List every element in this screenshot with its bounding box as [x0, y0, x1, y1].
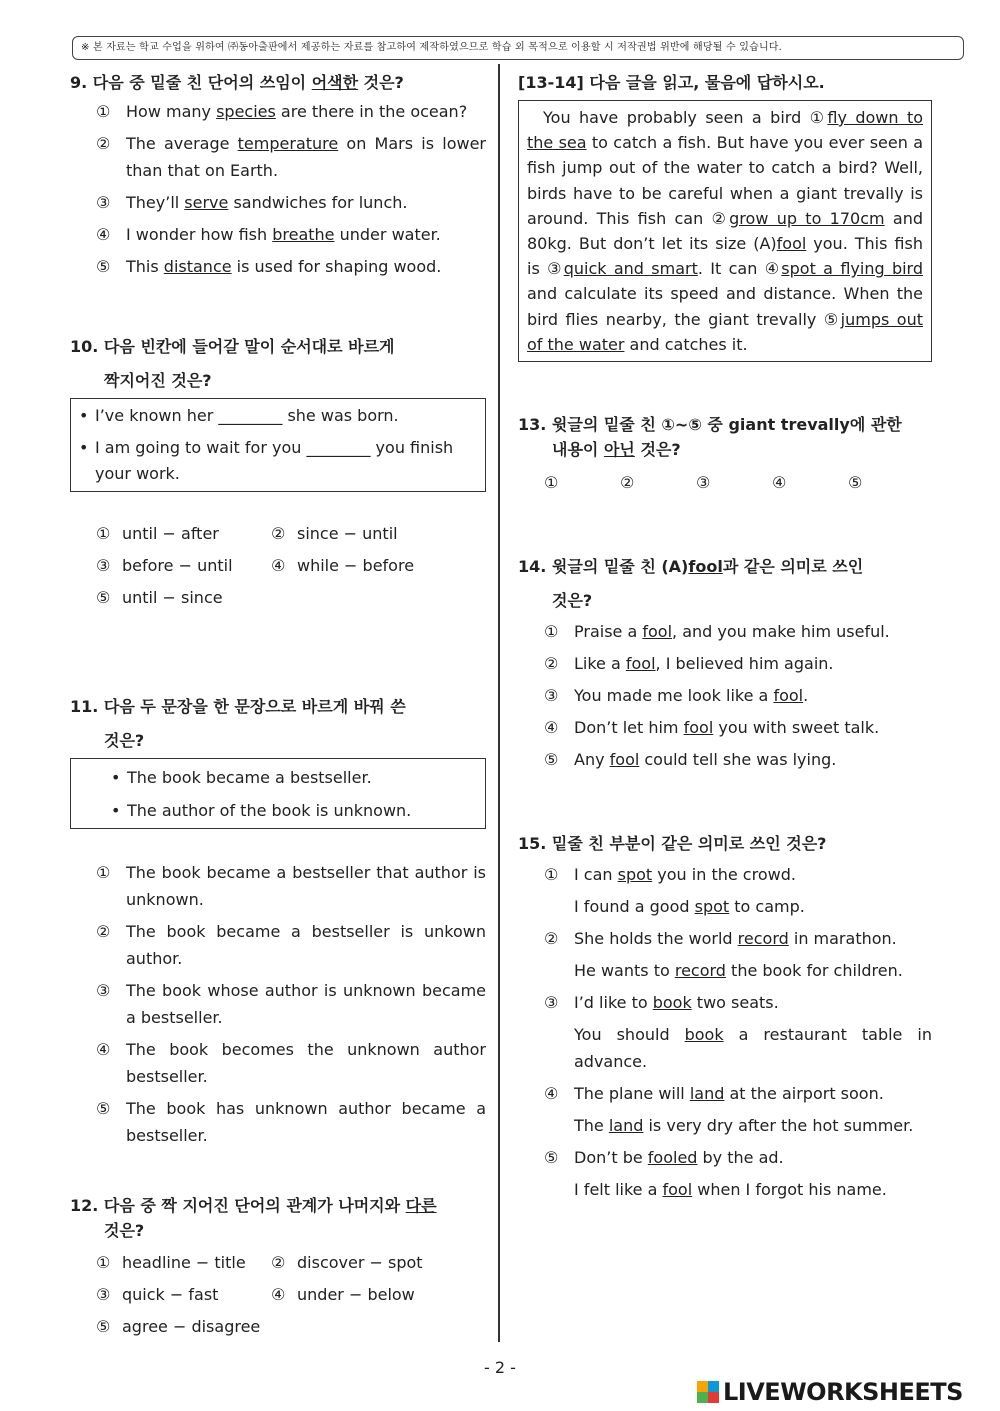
- q15-option-5-b: I felt like a fool when I forgot his name.: [574, 1180, 887, 1200]
- passage-heading: [13-14] 다음 글을 읽고, 물음에 답하시오.: [518, 73, 825, 92]
- q13-choice-5[interactable]: ⑤: [848, 473, 863, 493]
- page-number: - 2 -: [484, 1358, 516, 1377]
- q9-option-1[interactable]: ① How many species are there in the ocean?: [96, 102, 468, 121]
- passage-underline-4: spot a flying bird: [781, 259, 924, 279]
- passage-underline-a: fool: [776, 234, 807, 254]
- question-14: [518, 550, 932, 773]
- q15-option-4[interactable]: ④ The plane will land at the airport soon.: [544, 1084, 884, 1104]
- q10-option-4[interactable]: ④ while − before: [271, 556, 415, 575]
- q10-option-5[interactable]: ⑤ until − since: [96, 588, 223, 607]
- q11-option-2[interactable]: ② The book became a bestseller is unkown author.: [96, 922, 486, 968]
- q15-option-1-b: I found a good spot to camp.: [574, 897, 805, 917]
- liveworksheets-logo[interactable]: [697, 1378, 963, 1406]
- q15-option-4-b: The land is very dry after the hot summer.: [574, 1116, 914, 1136]
- passage-underline-5: jumps out of the water: [527, 309, 924, 354]
- q12-option-5[interactable]: ⑤ agree − disagree: [96, 1317, 261, 1336]
- q11-option-3[interactable]: ③ The book whose author is unknown became a bestseller.: [96, 981, 486, 1027]
- q12-option-2[interactable]: ② discover − spot: [271, 1253, 423, 1272]
- liveworksheets-logo-icon: [697, 1381, 719, 1403]
- q10-sentence-2: • I am going to wait for you ________ you finish your work.: [79, 438, 454, 483]
- q14-option-2[interactable]: ② Like a fool, I believed him again.: [544, 654, 834, 674]
- q14-option-5[interactable]: ⑤ Any fool could tell she was lying.: [544, 750, 837, 770]
- question-12-title: 12. 다음 중 짝 지어진 단어의 관계가 나머지와 다른 것은?: [70, 1196, 437, 1240]
- q14-option-4[interactable]: ④ Don’t let him fool you with sweet talk.: [544, 718, 880, 738]
- column-divider: [498, 64, 500, 1342]
- q11-options: [70, 859, 486, 1149]
- q13-choices: [518, 468, 932, 498]
- q10-options: [70, 520, 486, 612]
- question-11: [70, 690, 486, 1149]
- liveworksheets-logo-text: LIVEWORKSHEETS: [723, 1378, 963, 1406]
- q11-sentence-1: • The book became a bestseller.: [111, 768, 372, 787]
- passage-underline-2: grow up to 170cm: [729, 208, 885, 228]
- q15-option-2[interactable]: ② She holds the world record in marathon.: [544, 929, 897, 949]
- q10-sentence-1: • I’ve known her ________ she was born.: [79, 406, 399, 425]
- q9-option-5[interactable]: ⑤ This distance is used for shaping wood.: [96, 257, 442, 276]
- q9-option-3[interactable]: ③ They’ll serve sandwiches for lunch.: [96, 193, 408, 212]
- q9-option-2[interactable]: ② The average temperature on Mars is lower than that on Earth.: [96, 134, 486, 180]
- question-14-title: 14. 윗글의 밑줄 친 (A)fool과 같은 의미로 쓰인 것은?: [518, 557, 864, 611]
- question-13-title: 13. 윗글의 밑줄 친 ①~⑤ 중 giant trevally에 관한 내용이 아닌 것은?: [518, 415, 902, 460]
- passage-underline-1: fly down to the sea: [527, 108, 924, 153]
- q13-choice-3[interactable]: ③: [696, 473, 711, 493]
- left-column: [70, 66, 486, 1341]
- q15-option-3-b: You should book a restaurant table in advance.: [574, 1025, 932, 1072]
- question-15-title: 15. 밑줄 친 부분이 같은 의미로 쓰인 것은?: [518, 834, 827, 854]
- q13-choice-2[interactable]: ②: [620, 473, 635, 493]
- q12-option-3[interactable]: ③ quick − fast: [96, 1285, 219, 1304]
- question-10-title: 10. 다음 빈칸에 들어갈 말이 순서대로 바르게 짝지어진 것은?: [70, 337, 395, 390]
- q10-option-1[interactable]: ① until − after: [96, 524, 219, 543]
- q15-option-5[interactable]: ⑤ Don’t be fooled by the ad.: [544, 1148, 784, 1168]
- question-11-title: 11. 다음 두 문장을 한 문장으로 바르게 바꿔 쓴 것은?: [70, 697, 406, 750]
- question-10: [70, 330, 486, 612]
- q10-sentence-box: [70, 398, 486, 492]
- question-15: [518, 827, 932, 1203]
- question-12: [70, 1193, 486, 1341]
- q10-option-2[interactable]: ② since − until: [271, 524, 398, 543]
- q11-option-1[interactable]: ① The book became a bestseller that author is unknown.: [96, 863, 486, 909]
- q11-sentence-2: • The author of the book is unknown.: [111, 801, 412, 820]
- copyright-notice: ※ 본 자료는 학교 수업을 위하여 ㈜동아출판에서 제공하는 자료를 참고하여 제작하였으므로 학습 외 목적으로 이용할 시 저작권법 위반에 해당될 수 있습니다.: [72, 36, 964, 60]
- q12-option-1[interactable]: ① headline − title: [96, 1253, 246, 1272]
- passage-underline-3: quick and smart: [563, 259, 698, 279]
- q11-option-5[interactable]: ⑤ The book has unknown author became a bestseller.: [96, 1099, 486, 1145]
- q15-option-2-b: He wants to record the book for children.: [574, 961, 903, 981]
- q10-option-3[interactable]: ③ before − until: [96, 556, 233, 575]
- q15-option-1[interactable]: ① I can spot you in the crowd.: [544, 865, 796, 885]
- q14-option-3[interactable]: ③ You made me look like a fool.: [544, 686, 809, 706]
- q9-option-4[interactable]: ④ I wonder how fish breathe under water.: [96, 225, 441, 244]
- question-9-title: 9. 다음 중 밑줄 친 단어의 쓰임이 어색한 것은?: [70, 73, 404, 92]
- q13-choice-1[interactable]: ①: [544, 473, 559, 493]
- q14-option-1[interactable]: ① Praise a fool, and you make him useful.: [544, 622, 890, 642]
- reading-passage: You have probably seen a bird ①fly down to the sea to catch a fish. But have you ever seen a fish jump out of the water to catch a bird? Well, birds have to be careful when a giant trevally is around. This fish can ②grow up to 170cm and 80kg. But don’t let its size (A)fool you. This fish is ③quick and smart. It can ④spot a flying bird and calculate its speed and distance. When the bird flies nearby, the giant trevally ⑤jumps out of the water and catches it.: [518, 100, 932, 362]
- right-column: [518, 66, 932, 1203]
- q11-option-4[interactable]: ④ The book becomes the unknown author bestseller.: [96, 1040, 486, 1086]
- q11-sentence-box: [70, 758, 486, 829]
- question-9: [70, 66, 486, 280]
- q13-choice-4[interactable]: ④: [772, 473, 787, 493]
- q12-options: [70, 1249, 486, 1341]
- q15-option-3[interactable]: ③ I’d like to book two seats.: [544, 993, 779, 1013]
- q12-option-4[interactable]: ④ under − below: [271, 1285, 415, 1304]
- question-13: [518, 412, 932, 498]
